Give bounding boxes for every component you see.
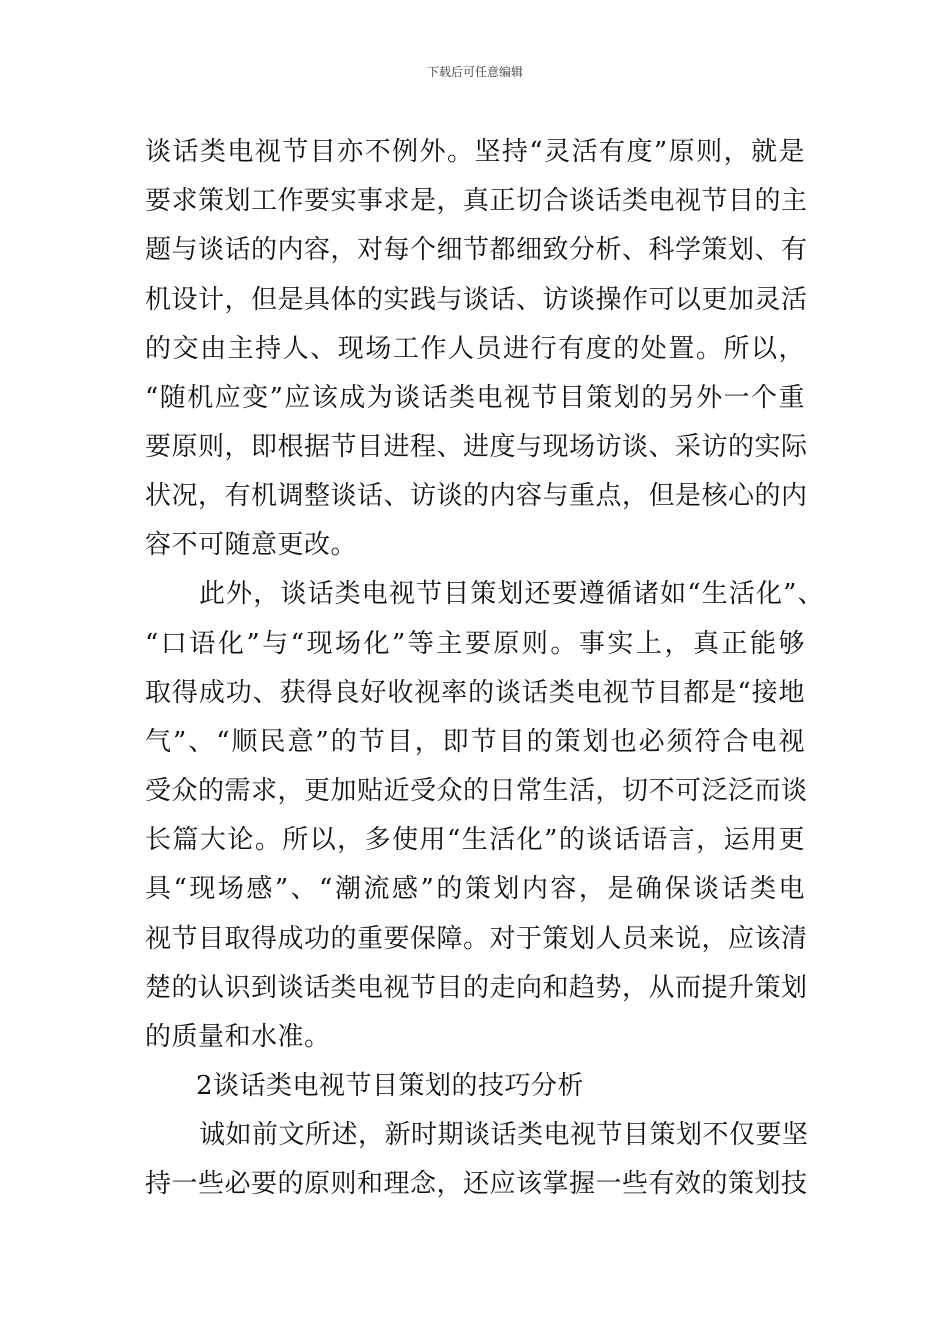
body-line: “口语化”与“现场化”等主要原则。事实上，真正能够	[145, 629, 805, 659]
page-header: 下载后可任意编辑	[426, 65, 523, 79]
body-line: 视节目取得成功的重要保障。对于策划人员来说，应该清	[145, 924, 808, 954]
section-heading: 2谈话类电视节目策划的技巧分析	[196, 1071, 585, 1101]
body-line: 取得成功、获得良好收视率的谈话类电视节目都是“接地	[145, 678, 805, 708]
body-line: 的质量和水准。	[145, 1022, 331, 1052]
body-line: 要原则，即根据节目进程、进度与现场访谈、采访的实际	[145, 432, 808, 462]
body-line: 楚的认识到谈话类电视节目的走向和趋势，从而提升策划	[145, 973, 808, 1003]
body-line: 气”、“顺民意”的节目，即节目的策划也必须符合电视	[145, 727, 805, 757]
body-line: 此外，谈话类电视节目策划还要遵循诸如“生活化”、	[199, 579, 824, 609]
body-line: 题与谈话的内容，对每个细节都细致分析、科学策划、有	[145, 235, 808, 265]
body-line: 具“现场感”、“潮流感”的策划内容，是确保谈话类电	[145, 874, 805, 904]
body-line: 机设计，但是具体的实践与谈话、访谈操作可以更加灵活	[145, 285, 808, 315]
body-line: 谈话类电视节目亦不例外。坚持“灵活有度”原则，就是	[145, 137, 805, 167]
body-line: 诚如前文所述，新时期谈话类电视节目策划不仅要坚	[199, 1120, 809, 1150]
body-line: 的交由主持人、现场工作人员进行有度的处置。所以，	[145, 334, 805, 364]
body-line: 长篇大论。所以，多使用“生活化”的谈话语言，运用更	[145, 825, 805, 855]
body-line: 要求策划工作要实事求是，真正切合谈话类电视节目的主	[145, 186, 808, 216]
body-line: 持一些必要的原则和理念，还应该掌握一些有效的策划技	[145, 1169, 808, 1199]
body-line: “随机应变”应该成为谈话类电视节目策划的另外一个重	[145, 383, 805, 413]
body-line: 容不可随意更改。	[145, 530, 358, 560]
body-line: 受众的需求，更加贴近受众的日常生活，切不可泛泛而谈	[145, 776, 808, 806]
body-line: 状况，有机调整谈话、访谈的内容与重点，但是核心的内	[145, 481, 808, 511]
